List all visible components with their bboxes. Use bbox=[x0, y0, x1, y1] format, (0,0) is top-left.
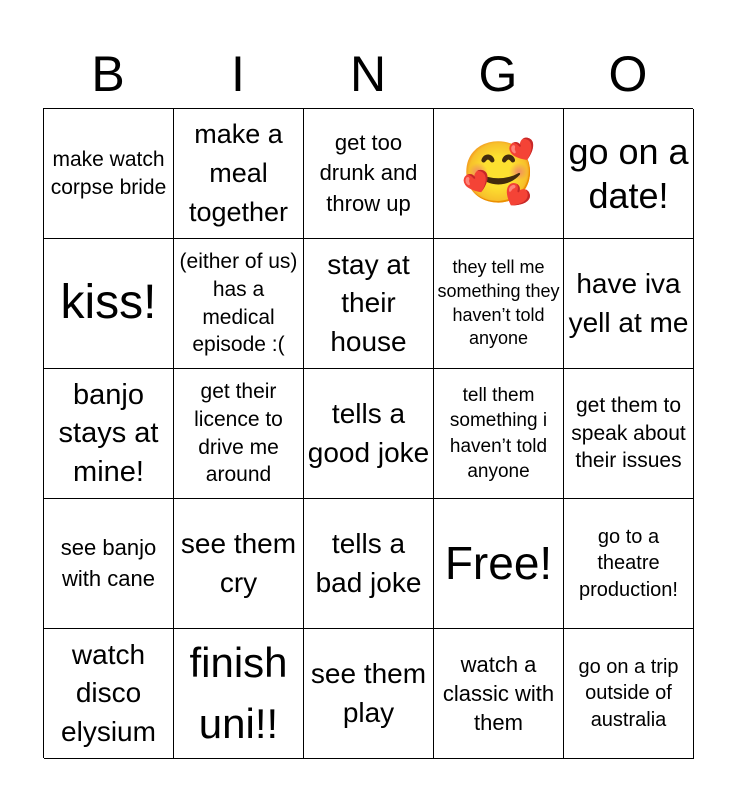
cell-text: see banjo with cane bbox=[60, 535, 157, 591]
bingo-header bbox=[43, 40, 693, 108]
smiling-face-with-hearts-icon: 🥰 bbox=[461, 138, 536, 209]
cell-text: watch a classic with them bbox=[442, 651, 555, 736]
bingo-cell[interactable] bbox=[44, 629, 174, 759]
bingo-cell[interactable] bbox=[434, 109, 564, 239]
cell-text: tells a bad joke bbox=[315, 527, 422, 598]
cell-text: banjo stays at mine! bbox=[58, 378, 159, 488]
bingo-cell[interactable] bbox=[304, 369, 434, 499]
header-letter-n: N bbox=[349, 46, 387, 102]
bingo-cell[interactable] bbox=[304, 239, 434, 369]
header-letter-g: G bbox=[478, 46, 518, 102]
cell-text: stay at their house bbox=[327, 248, 410, 357]
bingo-cell[interactable] bbox=[44, 239, 174, 369]
bingo-cell[interactable] bbox=[564, 109, 694, 239]
cell-text: have iva yell at me bbox=[568, 267, 689, 338]
cell-text: get too drunk and throw up bbox=[319, 129, 418, 216]
bingo-cell[interactable] bbox=[44, 369, 174, 499]
bingo-cell[interactable] bbox=[434, 629, 564, 759]
bingo-cell[interactable] bbox=[434, 369, 564, 499]
bingo-cell[interactable] bbox=[304, 109, 434, 239]
cell-text: go on a date! bbox=[568, 131, 689, 216]
bingo-cell[interactable] bbox=[174, 369, 304, 499]
cell-text: make watch corpse bride bbox=[50, 147, 167, 199]
bingo-cell[interactable] bbox=[44, 109, 174, 239]
bingo-cell[interactable] bbox=[174, 629, 304, 759]
bingo-cell[interactable] bbox=[174, 239, 304, 369]
cell-text: (either of us) has a medical episode :( bbox=[179, 249, 298, 357]
cell-text: kiss! bbox=[60, 276, 157, 330]
bingo-cell[interactable] bbox=[564, 629, 694, 759]
cell-text: get their licence to drive me around bbox=[194, 379, 283, 487]
bingo-cell[interactable] bbox=[564, 239, 694, 369]
bingo-cell[interactable] bbox=[44, 499, 174, 629]
bingo-board bbox=[43, 108, 693, 758]
bingo-cell[interactable] bbox=[304, 629, 434, 759]
free-space-cell[interactable] bbox=[434, 499, 564, 629]
cell-text: see them cry bbox=[180, 527, 297, 598]
header-letter-i: I bbox=[231, 46, 245, 102]
bingo-cell[interactable] bbox=[174, 499, 304, 629]
cell-text: they tell me something they haven’t told anyone bbox=[437, 256, 560, 349]
bingo-cell[interactable] bbox=[564, 499, 694, 629]
cell-text: tell them something i haven’t told anyone bbox=[449, 384, 548, 482]
bingo-cell[interactable] bbox=[564, 369, 694, 499]
cell-text: make a meal together bbox=[188, 118, 289, 228]
cell-text: watch disco elysium bbox=[61, 638, 156, 747]
cell-text: see them play bbox=[310, 657, 427, 728]
bingo-cell[interactable] bbox=[304, 499, 434, 629]
free-space-label: Free! bbox=[444, 536, 553, 589]
cell-text: go to a theatre production! bbox=[579, 525, 678, 601]
cell-text: tells a good joke bbox=[307, 397, 430, 468]
cell-text: finish uni!! bbox=[189, 638, 288, 747]
bingo-cell[interactable] bbox=[174, 109, 304, 239]
cell-text: get them to speak about their issues bbox=[571, 393, 686, 473]
header-letter-o: O bbox=[608, 46, 648, 102]
header-letter-b: B bbox=[91, 46, 125, 102]
bingo-cell[interactable] bbox=[434, 239, 564, 369]
cell-text: go on a trip outside of australia bbox=[578, 655, 679, 731]
